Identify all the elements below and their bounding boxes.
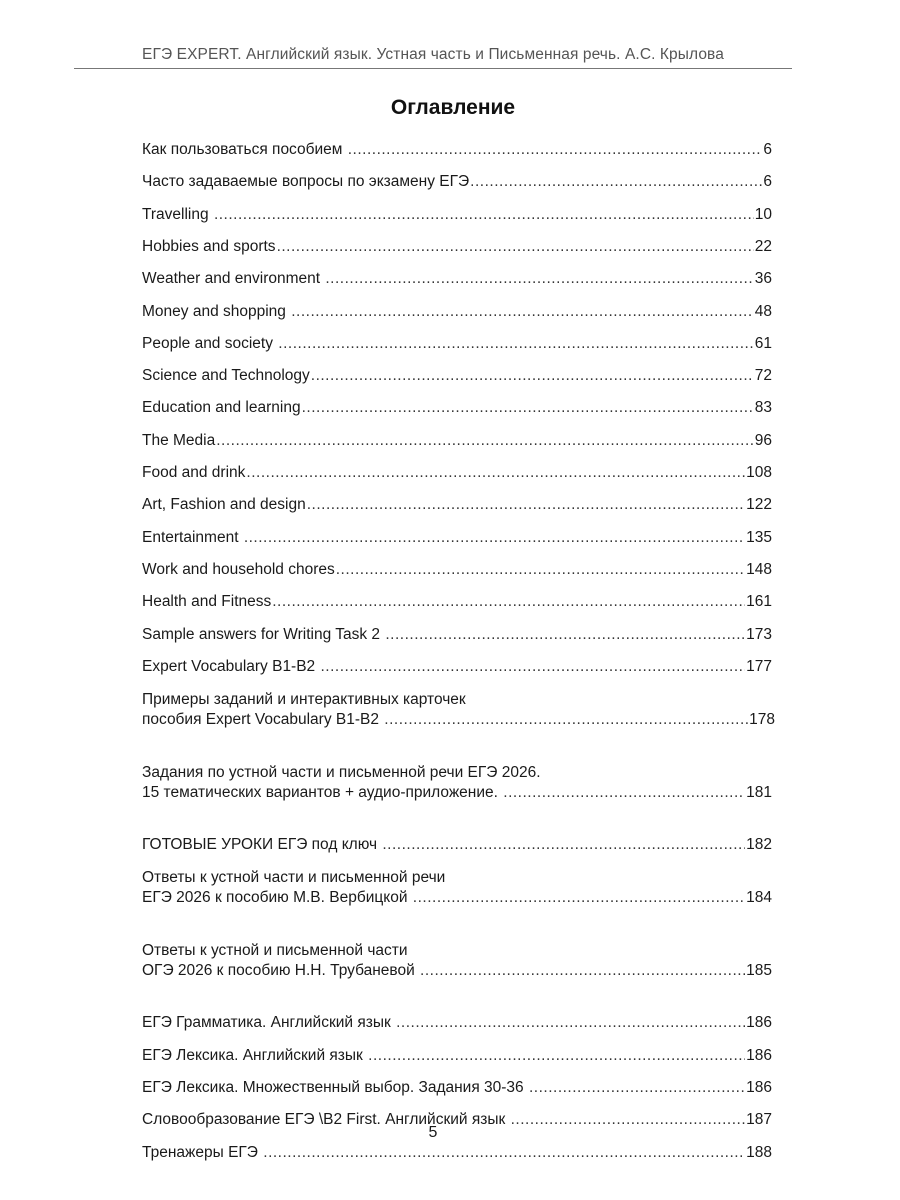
toc-entry-title: пособия Expert Vocabulary B1-B2 xyxy=(142,711,384,729)
toc-entry-page: 83 xyxy=(754,399,772,417)
toc-entry-title: Money and shopping xyxy=(142,302,291,320)
dot-leader xyxy=(291,302,754,322)
toc-entry-page: 36 xyxy=(754,270,772,288)
toc-entry-line xyxy=(142,269,772,289)
toc-entry xyxy=(142,269,772,289)
toc-entry-line xyxy=(142,334,772,354)
dot-leader xyxy=(246,463,745,483)
toc-entry-title: Часто задаваемые вопросы по экзамену ЕГЭ xyxy=(142,173,470,191)
dot-leader xyxy=(302,398,754,418)
toc-entry xyxy=(142,1013,772,1033)
toc-entry-title: ОГЭ 2026 к пособию Н.Н. Трубаневой xyxy=(142,962,420,980)
toc-entry xyxy=(142,940,772,981)
toc-entry-title: Work and household chores xyxy=(142,560,335,578)
toc-entry-title: Тренажеры ЕГЭ xyxy=(142,1143,263,1161)
dot-leader xyxy=(368,1046,745,1066)
toc-entry-page: 22 xyxy=(754,237,772,255)
toc-entry-page: 161 xyxy=(746,593,772,611)
toc-entry-title-line: Ответы к устной части и письменной речи xyxy=(142,869,446,887)
dot-leader xyxy=(348,140,763,160)
dot-leader xyxy=(277,237,754,257)
toc-entry xyxy=(142,1078,772,1098)
toc-entry-page: 72 xyxy=(754,367,772,385)
toc-entry xyxy=(142,398,772,418)
toc-entry-title: Travelling xyxy=(142,205,213,223)
toc-entry-line xyxy=(142,888,772,908)
toc-entry-title: Health and Fitness xyxy=(142,593,272,611)
running-header: ЕГЭ EXPERT. Английский язык. Устная часть и Письменная речь. А.С. Крылова xyxy=(142,46,724,63)
dot-leader xyxy=(263,1143,745,1163)
toc-entry-line xyxy=(142,495,772,515)
toc-entry-line xyxy=(142,657,772,677)
toc-entry-line xyxy=(142,205,772,225)
dot-leader xyxy=(503,783,745,803)
toc-entry xyxy=(142,1046,772,1066)
toc-entry-line xyxy=(142,625,772,645)
toc-entry xyxy=(142,431,772,451)
toc-entry-page: 122 xyxy=(746,496,772,514)
toc-entry-line xyxy=(142,1046,772,1066)
dot-leader xyxy=(420,961,745,981)
header-rule xyxy=(74,68,792,69)
toc-entry-page: 177 xyxy=(746,657,772,675)
toc-entry-line xyxy=(142,366,772,386)
page-title: Оглавление xyxy=(390,96,516,119)
dot-leader xyxy=(244,528,745,548)
dot-leader xyxy=(529,1078,745,1098)
toc-entry-title: ГОТОВЫЕ УРОКИ ЕГЭ под ключ xyxy=(142,836,382,854)
toc-entry-title: Словообразование ЕГЭ \B2 First. Английский язык xyxy=(142,1111,510,1129)
toc-entry-title: Expert Vocabulary B1-B2 xyxy=(142,657,320,675)
toc-entry xyxy=(142,366,772,386)
toc-entry-title: ЕГЭ Грамматика. Английский язык xyxy=(142,1014,396,1032)
toc-entry-line xyxy=(142,783,772,803)
toc-entry-page: 6 xyxy=(763,141,772,158)
toc-entry-page: 173 xyxy=(746,625,772,643)
dot-leader xyxy=(413,888,745,908)
dot-leader xyxy=(216,431,754,451)
toc-entry-line xyxy=(142,398,772,418)
toc-entry-title: Education and learning xyxy=(142,399,301,417)
toc-entry-title: Sample answers for Writing Task 2 xyxy=(142,625,385,643)
toc-entry-line xyxy=(142,463,772,483)
toc-entry-page: 48 xyxy=(754,302,772,320)
toc-entry-page: 6 xyxy=(763,173,772,191)
toc-entry-title: Science and Technology xyxy=(142,367,310,385)
toc-entry xyxy=(142,172,772,192)
toc-entry-page: 184 xyxy=(746,889,772,907)
toc-entry xyxy=(142,867,772,908)
toc-entry xyxy=(142,495,772,515)
toc-entry xyxy=(142,560,772,580)
toc-entry-page: 10 xyxy=(754,205,772,223)
toc-entry-line xyxy=(142,710,775,730)
toc-entry-title-line: Примеры заданий и интерактивных карточек xyxy=(142,691,466,709)
toc-entry-line xyxy=(142,302,772,322)
toc-entry-page: 186 xyxy=(746,1014,772,1032)
toc-entry xyxy=(142,237,772,257)
toc-entry-page: 186 xyxy=(746,1079,772,1096)
toc-entry-title: ЕГЭ Лексика. Множественный выбор. Задания 30-36 xyxy=(142,1079,528,1096)
toc-entry-line xyxy=(142,431,772,451)
toc-entry xyxy=(142,657,772,677)
dot-leader xyxy=(470,172,762,192)
toc-entry-title: Weather and environment xyxy=(142,270,325,288)
page-number: 5 xyxy=(428,1124,438,1141)
toc-entry-page: 108 xyxy=(746,464,772,481)
toc-entry-line xyxy=(142,528,772,548)
toc-entry-title: Hobbies and sports xyxy=(142,237,276,255)
toc-entry-line xyxy=(142,1143,772,1163)
toc-entry-line xyxy=(142,592,772,612)
toc-entry-page: 148 xyxy=(746,560,772,578)
dot-leader xyxy=(278,334,753,354)
toc-entry-title: ЕГЭ Лексика. Английский язык xyxy=(142,1046,368,1064)
toc-entry xyxy=(142,689,775,730)
toc-entry xyxy=(142,334,772,354)
toc-entry-title: ЕГЭ 2026 к пособию М.В. Вербицкой xyxy=(142,889,412,907)
toc-entry-title: People and society xyxy=(142,334,278,352)
toc-entry-title: Entertainment xyxy=(142,528,243,546)
toc-entry xyxy=(142,463,772,483)
toc-entry-line xyxy=(142,835,772,855)
toc-entry-page: 96 xyxy=(754,431,772,449)
toc-entry-line xyxy=(142,961,772,981)
dot-leader xyxy=(385,625,745,645)
toc-entry xyxy=(142,592,772,612)
toc-entry xyxy=(142,835,772,855)
toc-entry-title: Как пользоваться пособием xyxy=(142,141,347,158)
toc-entry-page: 185 xyxy=(746,962,772,980)
toc-entry xyxy=(142,302,772,322)
toc-entry-line xyxy=(142,172,772,192)
toc-entry-page: 135 xyxy=(746,528,772,546)
dot-leader xyxy=(272,592,745,612)
toc-entry-title-line: Задания по устной части и письменной речи ЕГЭ 2026. xyxy=(142,764,541,782)
toc-entry-title: Food and drink xyxy=(142,464,246,481)
toc-entry-line xyxy=(142,237,772,257)
toc-entry-page: 181 xyxy=(746,784,772,802)
toc-entry-page: 187 xyxy=(746,1111,772,1129)
dot-leader xyxy=(336,560,745,580)
toc-entry-title: The Media xyxy=(142,431,216,449)
toc-entry xyxy=(142,528,772,548)
toc-entry-line xyxy=(142,560,772,580)
dot-leader xyxy=(321,657,746,677)
dot-leader xyxy=(396,1013,745,1033)
toc-entry xyxy=(142,140,772,160)
dot-leader xyxy=(307,495,745,515)
dot-leader xyxy=(214,205,754,225)
toc-entry-page: 188 xyxy=(746,1143,772,1161)
dot-leader xyxy=(311,366,754,386)
dot-leader xyxy=(325,269,753,289)
toc-entry xyxy=(142,625,772,645)
toc-entry-page: 178 xyxy=(749,711,775,729)
toc-entry-line xyxy=(142,1013,772,1033)
toc-entry-page: 186 xyxy=(746,1046,772,1064)
dot-leader xyxy=(382,835,745,855)
toc-entry-title-line: Ответы к устной и письменной части xyxy=(142,942,408,960)
toc-entry xyxy=(142,762,772,803)
toc-entry xyxy=(142,205,772,225)
dot-leader xyxy=(384,710,748,730)
toc-entry-title: 15 тематических вариантов + аудио-приложение. xyxy=(142,784,503,802)
toc-entry-line xyxy=(142,140,772,160)
toc-entry-title: Art, Fashion and design xyxy=(142,496,306,514)
toc-entry-page: 61 xyxy=(754,334,772,352)
toc-entry xyxy=(142,1143,772,1163)
toc-entry-page: 182 xyxy=(746,836,772,854)
toc-entry-line xyxy=(142,1078,772,1098)
